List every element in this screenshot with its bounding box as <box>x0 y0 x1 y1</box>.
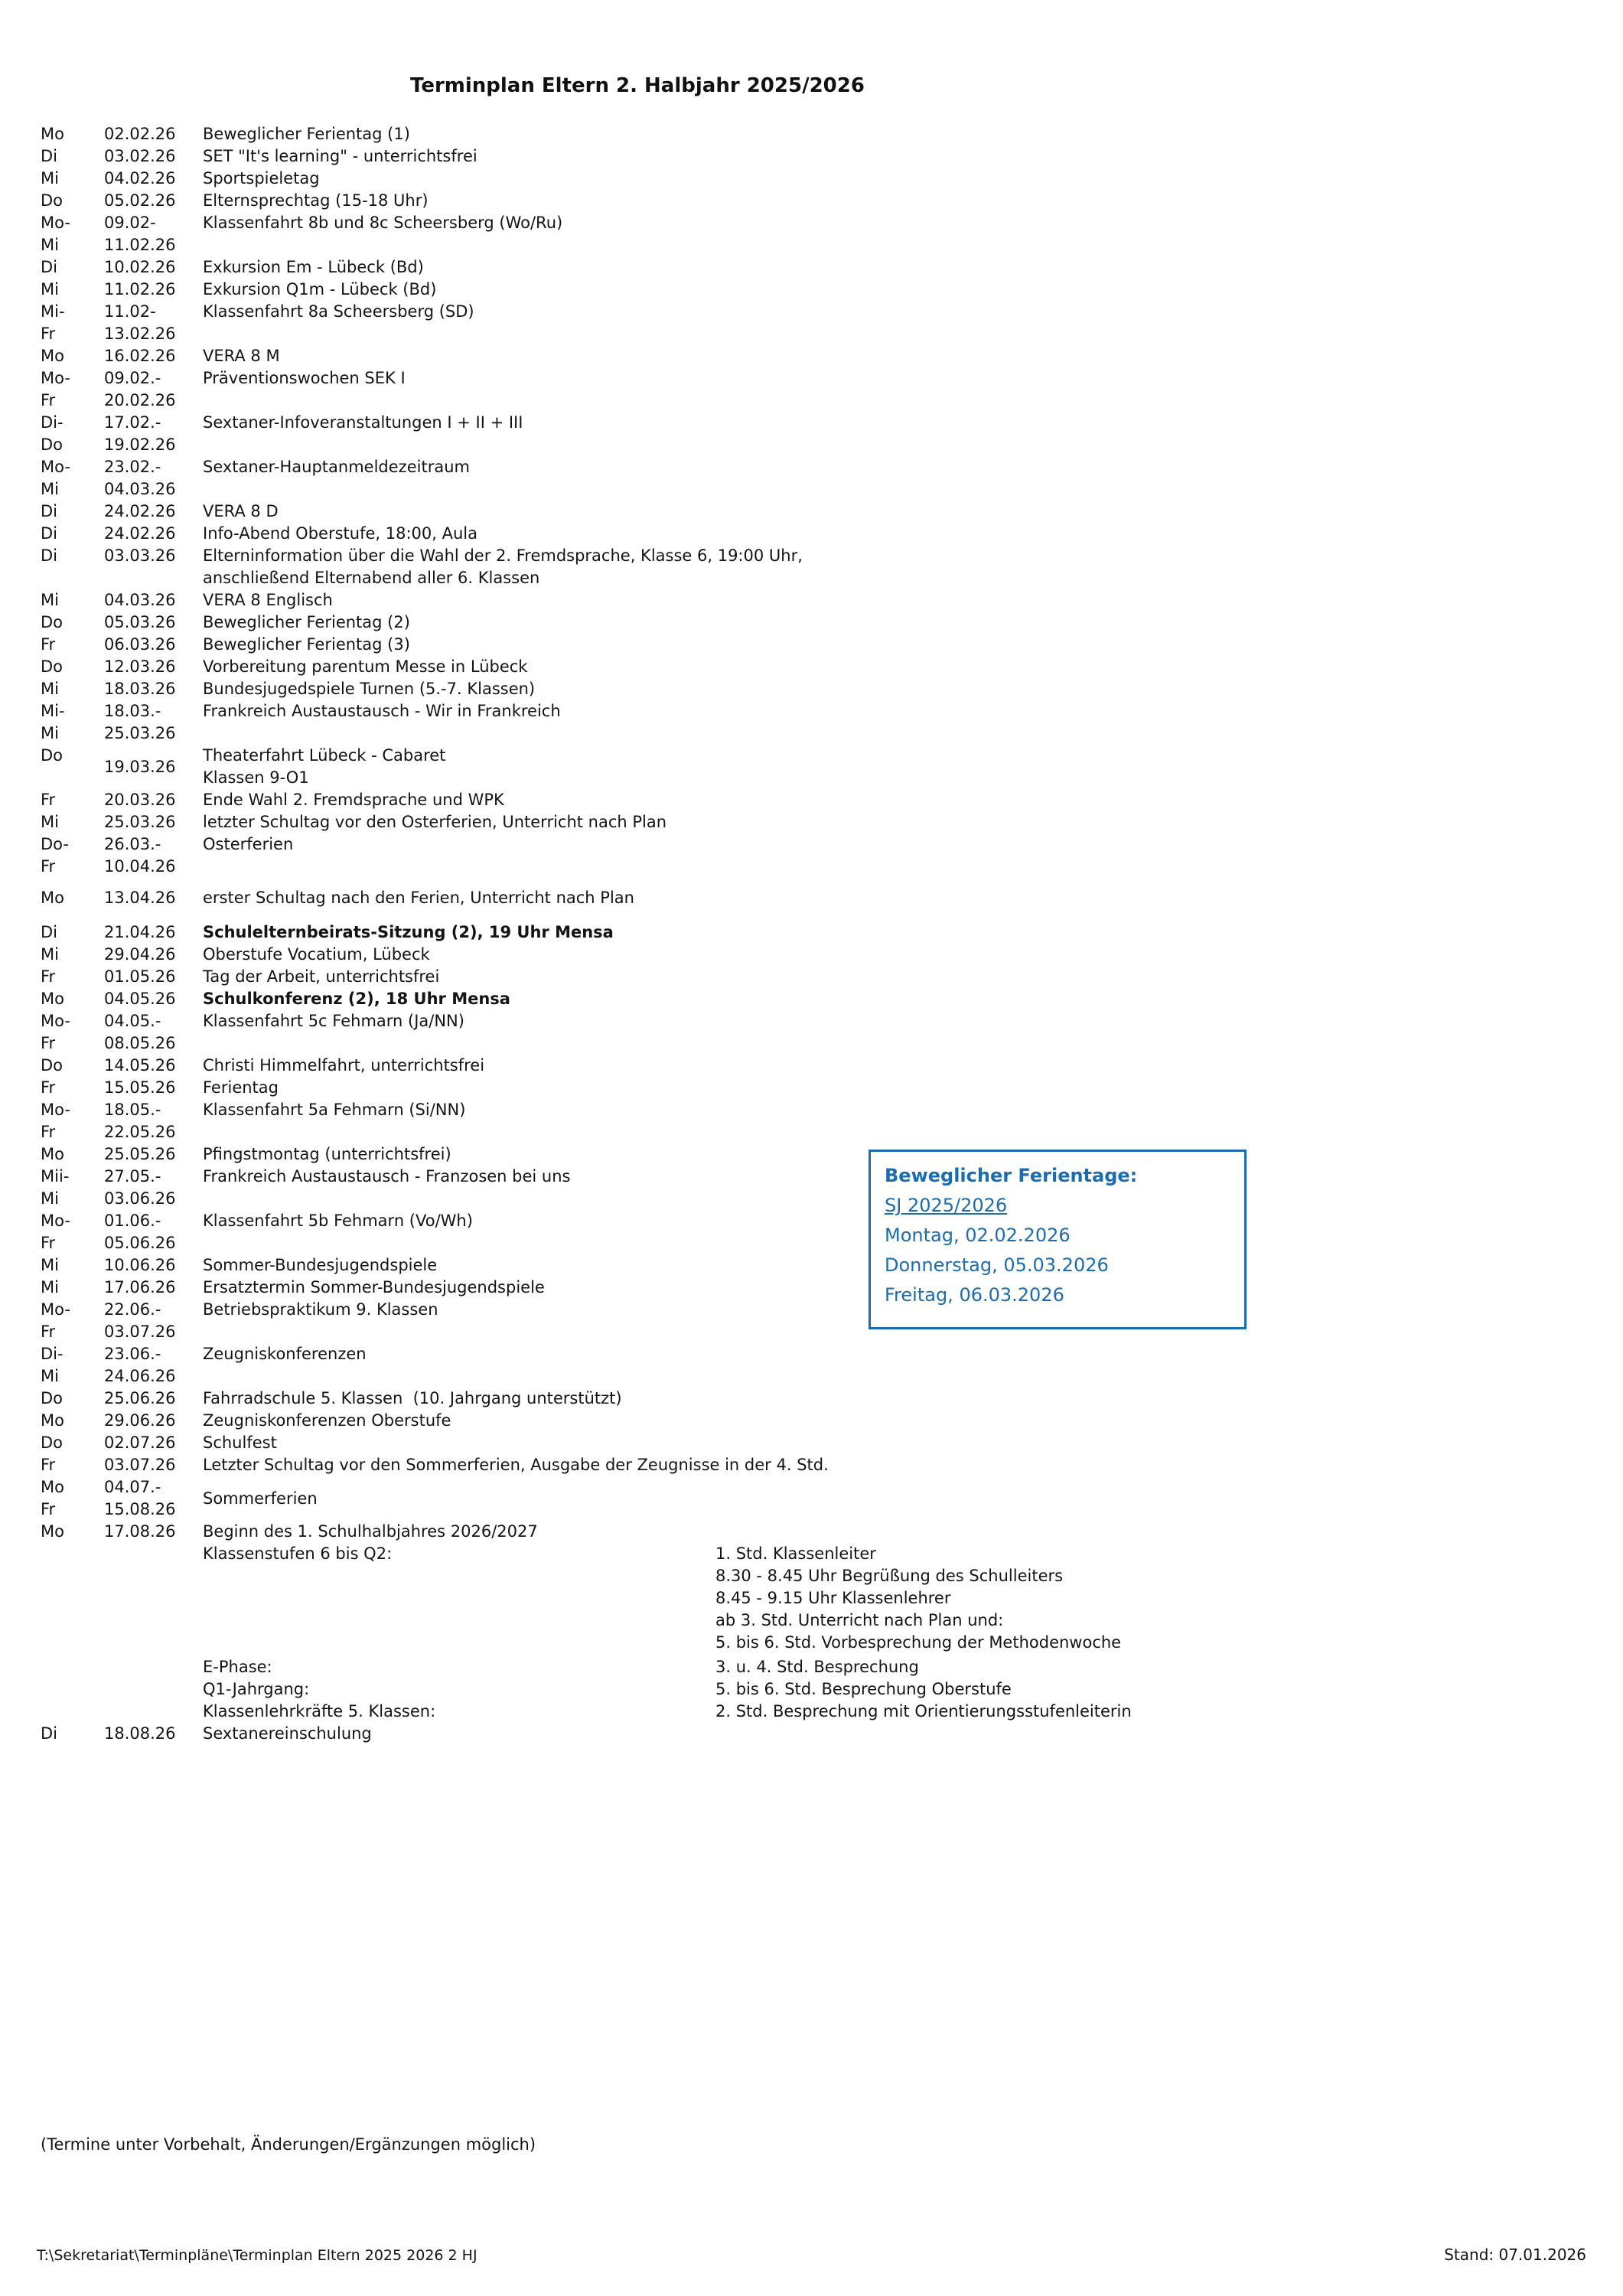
day-cell: Mi <box>41 280 59 298</box>
day-cell: Mo <box>41 347 64 365</box>
date-cell: 24.02.26 <box>104 524 176 543</box>
date-cell: 05.03.26 <box>104 613 176 631</box>
info-box-dates <box>885 1221 1237 1310</box>
day-cell: Mo- Fr <box>41 1101 70 1141</box>
schedule-row <box>41 545 1132 589</box>
event-cell: Sommerferien <box>203 1489 318 1508</box>
day-cell <box>41 1656 104 1678</box>
event-cell: VERA 8 D <box>203 502 279 520</box>
date-cell: 17.02.- 19.02.26 <box>104 413 176 454</box>
schedule-row <box>41 700 1132 745</box>
event-cell: Ersatztermin Sommer-Bundesjugendspiele <box>203 1278 545 1296</box>
day-cell: Mi <box>41 591 59 609</box>
date-cell: 06.03.26 <box>104 635 176 654</box>
event-cell: Exkursion Em - Lübeck (Bd) <box>203 258 424 276</box>
day-cell: Mo <box>41 1145 64 1163</box>
day-cell: Fr <box>41 1078 56 1097</box>
day-cell: Do <box>41 657 64 676</box>
schedule-row <box>41 1678 1132 1701</box>
event-cell: letzter Schultag vor den Osterferien, Unterricht nach Plan <box>203 813 667 831</box>
event-cell: Sextaner-Infoveranstaltungen I + II + III <box>203 413 523 432</box>
schedule-row <box>41 212 1132 256</box>
schedule-row <box>41 678 1132 700</box>
day-cell: Di <box>41 524 58 543</box>
event-cell: Fahrradschule 5. Klassen (10. Jahrgang unterstützt) <box>203 1389 622 1407</box>
schedule-row <box>41 921 1132 944</box>
date-cell: 23.06.- 24.06.26 <box>104 1345 176 1385</box>
day-cell: Mo Fr <box>41 1478 64 1518</box>
schedule-row <box>41 190 1132 212</box>
schedule-row <box>41 612 1132 634</box>
schedule-row <box>41 634 1132 656</box>
day-cell: Do- Fr <box>41 835 69 876</box>
event-cell: Sommer-Bundesjugendspiele <box>203 1256 438 1274</box>
schedule-row <box>41 833 1132 878</box>
schedule-row <box>41 1055 1132 1077</box>
date-cell <box>104 1656 203 1678</box>
day-cell: Di <box>41 502 58 520</box>
event-cell: Tag der Arbeit, unterrichtsfrei <box>203 967 440 986</box>
date-cell: 03.02.26 <box>104 147 176 165</box>
event-cell: VERA 8 M <box>203 347 280 365</box>
schedule-row <box>41 589 1132 612</box>
day-cell: Di- Do <box>41 413 64 454</box>
day-cell <box>41 1678 104 1701</box>
day-cell: Fr <box>41 791 56 809</box>
date-cell: 18.03.26 <box>104 680 176 698</box>
schedule-row <box>41 1656 1132 1678</box>
date-cell: 17.06.26 <box>104 1278 176 1296</box>
schedule-row <box>41 1010 1132 1055</box>
schedule-row <box>41 345 1132 367</box>
date-cell: 14.05.26 <box>104 1056 176 1075</box>
date-cell: 18.05.- 22.05.26 <box>104 1101 176 1141</box>
schedule-row <box>41 1388 1132 1410</box>
day-cell: Mii- Mi <box>41 1167 70 1208</box>
schedule-row <box>41 1077 1132 1099</box>
date-cell: 29.06.26 <box>104 1411 176 1430</box>
event-cell: Osterferien <box>203 835 294 853</box>
date-cell: 17.08.26 <box>104 1522 176 1541</box>
schedule-row <box>41 656 1132 678</box>
date-cell: 10.06.26 <box>104 1256 176 1274</box>
date-cell <box>104 1678 203 1701</box>
date-cell: 18.08.26 <box>104 1724 176 1743</box>
date-cell: 01.06.- 05.06.26 <box>104 1212 176 1252</box>
schedule-row <box>41 1723 1132 1745</box>
date-cell: 15.05.26 <box>104 1078 176 1097</box>
day-cell: Di <box>41 1724 58 1743</box>
day-cell: Mo- Mi <box>41 458 70 498</box>
disclaimer-note: (Termine unter Vorbehalt, Änderungen/Ergänzungen möglich) <box>41 2135 536 2154</box>
schedule-row <box>41 1343 1132 1388</box>
event-cell: Theaterfahrt Lübeck - Cabaret Klassen 9-O1 <box>203 746 446 787</box>
schedule-row <box>41 1410 1132 1432</box>
event-cell: Schulelternbeirats-Sitzung (2), 19 Uhr Mensa <box>203 923 614 941</box>
date-cell: 25.03.26 <box>104 813 176 831</box>
day-cell: Mo- Fr <box>41 1012 70 1052</box>
day-cell: Mi- Fr <box>41 302 65 343</box>
schedule-row <box>41 1454 1132 1476</box>
event-cell: Sportspieletag <box>203 169 320 188</box>
event-cell: Zeugniskonferenzen Oberstufe <box>203 1411 451 1430</box>
event-cell: Schulfest <box>203 1433 277 1452</box>
schedule-row <box>41 279 1132 301</box>
schedule-row <box>41 811 1132 833</box>
event-cell: Klassenfahrt 5b Fehmarn (Vo/Wh) <box>203 1212 473 1230</box>
day-cell: Mo- Fr <box>41 1300 70 1341</box>
date-cell: 04.02.26 <box>104 169 176 188</box>
event-cell: Klassenfahrt 8a Scheersberg (SD) <box>203 302 474 321</box>
event-cell: Ferientag <box>203 1078 279 1097</box>
day-cell: Di <box>41 546 58 565</box>
schedule-row <box>41 301 1132 345</box>
date-cell: 25.06.26 <box>104 1389 176 1407</box>
file-path: T:\Sekretariat\Terminpläne\Terminplan Eltern 2025 2026 2 HJ <box>37 2247 477 2264</box>
schedule-row <box>41 256 1132 279</box>
date-cell: 12.03.26 <box>104 657 176 676</box>
day-cell: Di <box>41 258 58 276</box>
day-cell: Fr <box>41 967 56 986</box>
schedule-row <box>41 412 1132 456</box>
schedule-row <box>41 745 1132 789</box>
schedule-row <box>41 367 1132 412</box>
event-cell: Beginn des 1. Schulhalbjahres 2026/2027 <box>203 1522 538 1541</box>
info-box-title: Beweglicher Ferientage: <box>885 1165 1138 1186</box>
detail-cell: 3. u. 4. Std. Besprechung <box>715 1658 919 1676</box>
day-cell: Mi <box>41 813 59 831</box>
day-cell: Do <box>41 746 64 765</box>
schedule-row <box>41 501 1132 523</box>
date-cell: 24.02.26 <box>104 502 176 520</box>
event-cell: Bundesjugedspiele Turnen (5.-7. Klassen) <box>203 680 536 698</box>
event-cell: Christi Himmelfahrt, unterrichtsfrei <box>203 1056 485 1075</box>
schedule-row <box>41 168 1132 190</box>
event-cell: Zeugniskonferenzen <box>203 1345 367 1363</box>
day-cell: Do <box>41 1389 64 1407</box>
date-cell <box>104 1701 203 1723</box>
day-cell: Di- Mi <box>41 1345 64 1385</box>
schedule-row <box>41 966 1132 988</box>
page-title: Terminplan Eltern 2. Halbjahr 2025/2026 <box>410 74 865 97</box>
day-cell: Mo <box>41 1522 64 1541</box>
event-cell: Klassenfahrt 5c Fehmarn (Ja/NN) <box>203 1012 464 1030</box>
day-cell: Mi <box>41 1278 59 1296</box>
day-cell: Do <box>41 1056 64 1075</box>
date-cell: 22.06.- 03.07.26 <box>104 1300 176 1341</box>
day-cell: Mi <box>41 1256 59 1274</box>
detail-cell: 2. Std. Besprechung mit Orientierungsstufenleiterin <box>715 1702 1132 1720</box>
day-cell: Do <box>41 191 64 210</box>
date-cell: 01.05.26 <box>104 967 176 986</box>
schedule-row <box>41 1432 1132 1454</box>
info-box-date-line: Montag, 02.02.2026 <box>885 1225 1071 1246</box>
day-cell: Mo <box>41 1411 64 1430</box>
schedule-row <box>41 887 1132 909</box>
date-cell: 05.02.26 <box>104 191 176 210</box>
date-cell: 09.02.- 20.02.26 <box>104 369 176 409</box>
day-cell <box>41 1701 104 1723</box>
date-cell: 23.02.- 04.03.26 <box>104 458 176 498</box>
day-cell: Fr <box>41 1456 56 1474</box>
event-cell: Letzter Schultag vor den Sommerferien, Ausgabe der Zeugnisse in der 4. Std. <box>203 1456 829 1474</box>
detail-cell: 5. bis 6. Std. Besprechung Oberstufe <box>715 1680 1012 1698</box>
event-cell: Ende Wahl 2. Fremdsprache und WPK <box>203 791 504 809</box>
event-cell: Sextanereinschulung <box>203 1724 372 1743</box>
event-cell: Klassenlehrkräfte 5. Klassen: <box>203 1702 436 1720</box>
date-cell: 20.03.26 <box>104 791 176 809</box>
date-cell: 03.03.26 <box>104 546 176 565</box>
event-cell: Pfingstmontag (unterrichtsfrei) <box>203 1145 451 1163</box>
date-cell: 02.07.26 <box>104 1433 176 1452</box>
event-cell: Oberstufe Vocatium, Lübeck <box>203 945 430 964</box>
event-cell: Exkursion Q1m - Lübeck (Bd) <box>203 280 437 298</box>
day-cell: Mo- Mi <box>41 214 70 254</box>
info-box-subtitle: SJ 2025/2026 <box>885 1195 1008 1216</box>
date-cell: 18.03.- 25.03.26 <box>104 702 176 742</box>
day-cell: Mo <box>41 889 64 907</box>
date-cell: 04.05.- 08.05.26 <box>104 1012 176 1052</box>
event-cell: Beweglicher Ferientag (3) <box>203 635 410 654</box>
schedule-row <box>41 988 1132 1010</box>
event-cell: Vorbereitung parentum Messe in Lübeck <box>203 657 528 676</box>
day-cell: Mi <box>41 169 59 188</box>
date-cell: 11.02- 13.02.26 <box>104 302 176 343</box>
schedule-row <box>41 1099 1132 1143</box>
info-box-date-line: Donnerstag, 05.03.2026 <box>885 1254 1109 1276</box>
date-cell: 29.04.26 <box>104 945 176 964</box>
day-cell: Di <box>41 923 58 941</box>
schedule-row <box>41 1543 1132 1654</box>
day-cell: Do <box>41 613 64 631</box>
event-cell: Betriebspraktikum 9. Klassen <box>203 1300 438 1319</box>
date-cell: 02.02.26 <box>104 125 176 143</box>
day-cell: Mo <box>41 990 64 1008</box>
date-cell: 26.03.- 10.04.26 <box>104 835 176 876</box>
day-cell: Mi <box>41 680 59 698</box>
date-cell: 04.03.26 <box>104 591 176 609</box>
schedule-row <box>41 123 1132 145</box>
date-cell: 16.02.26 <box>104 347 176 365</box>
day-cell: Mo- Fr <box>41 369 70 409</box>
event-cell: Frankreich Austaustausch - Franzosen bei uns <box>203 1167 571 1186</box>
day-cell: Mi- Mi <box>41 702 65 742</box>
date-cell: 04.07.- 15.08.26 <box>104 1478 176 1518</box>
date-cell: 19.03.26 <box>104 757 176 776</box>
schedule-row <box>41 145 1132 168</box>
schedule-row <box>41 523 1132 545</box>
info-box-date-line: Freitag, 06.03.2026 <box>885 1284 1064 1306</box>
day-cell <box>41 1543 104 1654</box>
date-cell: 10.02.26 <box>104 258 176 276</box>
day-cell: Do <box>41 1433 64 1452</box>
event-cell: Elternsprechtag (15-18 Uhr) <box>203 191 429 210</box>
day-cell: Mi <box>41 945 59 964</box>
day-cell: Fr <box>41 635 56 654</box>
event-cell: Sextaner-Hauptanmeldezeitraum <box>203 458 470 476</box>
event-cell: Info-Abend Oberstufe, 18:00, Aula <box>203 524 477 543</box>
date-cell: 09.02- 11.02.26 <box>104 214 176 254</box>
event-cell: Präventionswochen SEK I <box>203 369 406 387</box>
detail-cell: 1. Std. Klassenleiter 8.30 - 8.45 Uhr Begrüßung des Schulleiters 8.45 - 9.15 Uhr Klassenlehrer ab 3. Std. Unterricht nach Plan und: 5. bis 6. Std. Vorbesprechung der Methodenwoche <box>715 1544 1122 1652</box>
date-cell: 13.04.26 <box>104 889 176 907</box>
schedule-row <box>41 456 1132 501</box>
event-cell: Klassenfahrt 8b und 8c Scheersberg (Wo/Ru) <box>203 214 563 232</box>
event-cell: SET "It's learning" - unterrichtsfrei <box>203 147 477 165</box>
schedule-row <box>41 789 1132 811</box>
day-cell: Mo- Fr <box>41 1212 70 1252</box>
date-cell: 25.05.26 <box>104 1145 176 1163</box>
event-cell: Q1-Jahrgang: <box>203 1680 310 1698</box>
event-cell: Klassenstufen 6 bis Q2: <box>203 1544 393 1563</box>
event-cell: Schulkonferenz (2), 18 Uhr Mensa <box>203 990 510 1008</box>
event-cell: Beweglicher Ferientag (2) <box>203 613 410 631</box>
schedule-row <box>41 944 1132 966</box>
schedule-row <box>41 1701 1132 1723</box>
day-cell: Mo <box>41 125 64 143</box>
event-cell: erster Schultag nach den Ferien, Unterricht nach Plan <box>203 889 634 907</box>
date-cell: 11.02.26 <box>104 280 176 298</box>
date-cell: 03.07.26 <box>104 1456 176 1474</box>
date-cell: 27.05.- 03.06.26 <box>104 1167 176 1208</box>
date-cell: 04.05.26 <box>104 990 176 1008</box>
event-cell: Beweglicher Ferientag (1) <box>203 125 410 143</box>
date-cell <box>104 1543 203 1654</box>
stand-date: Stand: 07.01.2026 <box>1444 2245 1586 2264</box>
event-cell: VERA 8 Englisch <box>203 591 333 609</box>
schedule-row <box>41 1521 1132 1543</box>
event-cell: Elterninformation über die Wahl der 2. Fremdsprache, Klasse 6, 19:00 Uhr, anschließend Elternabend aller 6. Klassen <box>203 546 803 587</box>
event-cell: Klassenfahrt 5a Fehmarn (Si/NN) <box>203 1101 466 1119</box>
date-cell: 21.04.26 <box>104 923 176 941</box>
movable-holidays-box <box>869 1150 1247 1329</box>
schedule-row <box>41 1476 1132 1521</box>
event-cell: Frankreich Austaustausch - Wir in Frankreich <box>203 702 561 720</box>
event-cell: E-Phase: <box>203 1658 272 1676</box>
day-cell: Di <box>41 147 58 165</box>
schedule-table <box>41 123 1132 1745</box>
